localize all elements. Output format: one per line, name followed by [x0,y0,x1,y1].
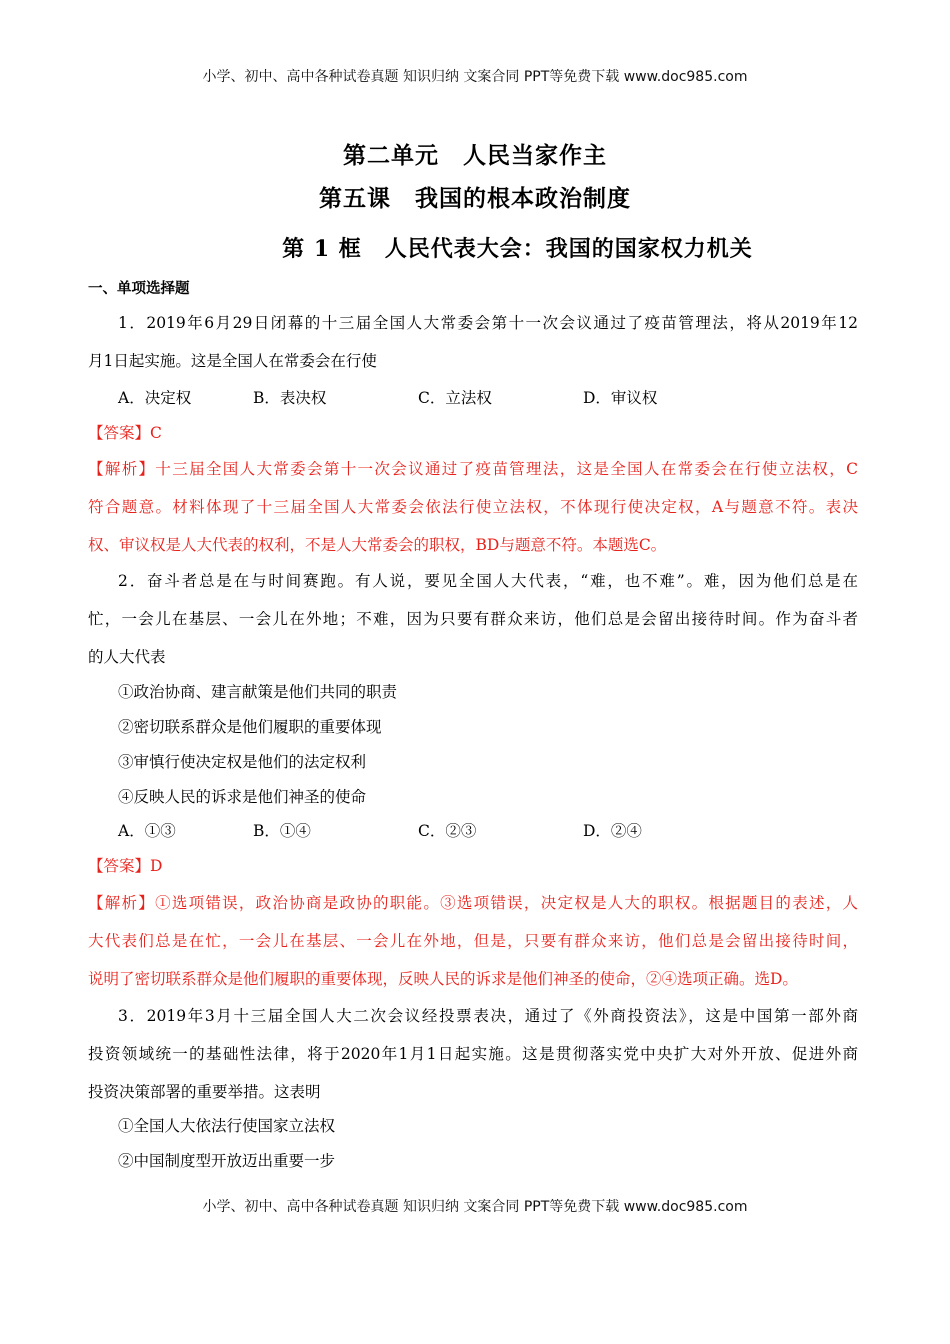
q1-option-d: D．审议权 [583,389,658,407]
q1-option-b: B．表决权 [253,389,327,407]
q2-option-d: D．②④ [583,822,642,840]
frame-title: 第 1 框 人民代表大会：我国的国家权力机关 [282,236,753,262]
q2-stem-line1: 2．奋斗者总是在与时间赛跑。有人说，要见全国人大代表，“难，也不难”。难，因为他们总是在 [118,572,858,590]
q2-statement-3: ③审慎行使决定权是他们的法定权利 [118,753,367,771]
q1-option-c: C．立法权 [418,389,492,407]
footer-banner: 小学、初中、高中各种试卷真题 知识归纳 文案合同 PPT等免费下载 www.doc985.com [202,1199,748,1215]
q1-answer: 【答案】C [88,424,162,442]
q2-stem-line3: 的人大代表 [88,648,166,666]
q1-explanation-line2: 符合题意。材料体现了十三届全国人大常委会依法行使立法权，不体现行使决定权，A与题意不符。表决 [88,498,858,516]
lesson-title: 第五课 我国的根本政治制度 [319,185,631,212]
q2-option-a: A．①③ [118,822,176,840]
q2-option-c: C．②③ [418,822,477,840]
q1-explanation-line3: 权、审议权是人大代表的权利，不是人大常委会的职权，BD与题意不符。本题选C。 [88,536,667,554]
header-banner: 小学、初中、高中各种试卷真题 知识归纳 文案合同 PPT等免费下载 www.doc985.com [202,69,748,85]
q2-statement-4: ④反映人民的诉求是他们神圣的使命 [118,788,367,806]
q2-option-b: B．①④ [253,822,311,840]
unit-title: 第二单元 人民当家作主 [343,142,607,169]
q3-stem-line3: 投资决策部署的重要举措。这表明 [88,1083,321,1101]
q2-stem-line2: 忙，一会儿在基层、一会儿在外地；不难，因为只要有群众来访，他们总是会留出接待时间。作为奋斗者 [88,610,858,628]
q1-option-a: A．决定权 [118,389,192,407]
q1-explanation-line1: 【解析】十三届全国人大常委会第十一次会议通过了疫苗管理法，这是全国人在常委会在行使立法权，C [88,460,858,478]
q1-stem-line2: 月1日起实施。这是全国人在常委会在行使 [88,352,377,370]
section-heading: 一、单项选择题 [88,281,190,297]
q2-statement-1: ①政治协商、建言献策是他们共同的职责 [118,683,398,701]
q3-statement-1: ①全国人大依法行使国家立法权 [118,1117,336,1135]
q2-explanation-line2: 大代表们总是在忙，一会儿在基层、一会儿在外地，但是，只要有群众来访，他们总是会留出接待时间， [88,932,858,950]
q2-statement-2: ②密切联系群众是他们履职的重要体现 [118,718,382,736]
q3-stem-line2: 投资领域统一的基础性法律，将于2020年1月1日起实施。这是贯彻落实党中央扩大对外开放、促进外商 [88,1045,858,1063]
q1-stem-line1: 1．2019年6月29日闭幕的十三届全国人大常委会第十一次会议通过了疫苗管理法，将从2019年12 [118,314,858,332]
q3-statement-2: ②中国制度型开放迈出重要一步 [118,1152,336,1170]
q3-stem-line1: 3．2019年3月十三届全国人大二次会议经投票表决，通过了《外商投资法》，这是中国第一部外商 [118,1007,858,1025]
q2-explanation-line3: 说明了密切联系群众是他们履职的重要体现，反映人民的诉求是他们神圣的使命，②④选项正确。选D。 [88,970,798,988]
q2-explanation-line1: 【解析】①选项错误，政治协商是政协的职能。③选项错误，决定权是人大的职权。根据题目的表述，人 [88,894,858,912]
q2-answer: 【答案】D [88,857,163,875]
